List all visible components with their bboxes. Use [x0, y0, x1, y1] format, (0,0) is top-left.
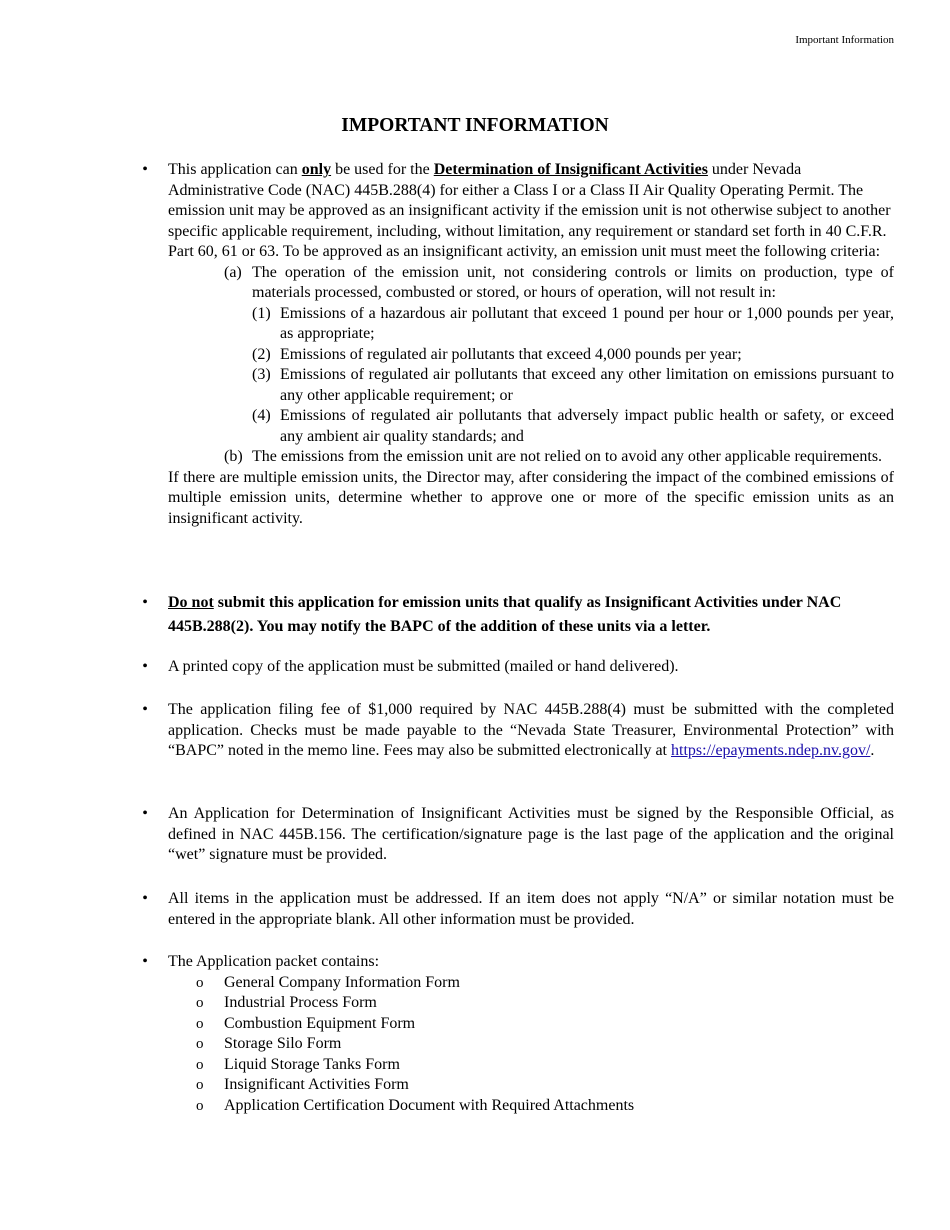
- list-item-text: Application Certification Document with Required Attachments: [224, 1096, 635, 1114]
- criterion-text: Emissions of regulated air pollutants that adversely impact public health or safety, or exceed any ambient air quality standards; and: [280, 407, 894, 445]
- bullet-icon: •: [142, 701, 148, 718]
- filing-fee-paragraph: [168, 700, 894, 762]
- bullet-packet-contents: [142, 952, 894, 1116]
- list-item: [168, 1055, 894, 1076]
- bullet-do-not-submit: [142, 591, 894, 639]
- bullet-all-items: [142, 889, 894, 930]
- criterion-marker: (a): [224, 263, 242, 281]
- criterion-text: Emissions of a hazardous air pollutant that exceed 1 pound per hour or 1,000 pounds per year, as appropriate;: [280, 304, 894, 342]
- sub-bullet-icon: o: [196, 1015, 204, 1032]
- epayments-link[interactable]: https://epayments.ndep.nv.gov/: [671, 742, 871, 759]
- packet-intro: The Application packet contains:: [168, 953, 380, 970]
- bullet-icon: •: [142, 953, 148, 970]
- sub-bullet-icon: o: [196, 1097, 204, 1114]
- list-item: [168, 1034, 894, 1055]
- criterion-4: [252, 406, 894, 447]
- criterion-1: [252, 304, 894, 345]
- running-header: Important Information: [795, 34, 894, 46]
- bullet-icon: •: [142, 161, 148, 178]
- bullet-icon: •: [142, 658, 148, 675]
- emphasis-doia: Determination of Insignificant Activities: [433, 161, 708, 178]
- eligibility-paragraph: [168, 160, 894, 263]
- emphasis-only: only: [301, 161, 332, 178]
- page-title: IMPORTANT INFORMATION: [341, 115, 609, 136]
- text-run: This application can: [168, 161, 302, 178]
- criterion-marker: (4): [252, 407, 271, 424]
- bullet-signature: [142, 804, 894, 866]
- criterion-marker: (1): [252, 304, 271, 322]
- list-item: [168, 993, 894, 1014]
- printed-copy-paragraph: A printed copy of the application must be submitted (mailed or hand delivered).: [168, 658, 679, 675]
- criterion-a: [224, 263, 894, 304]
- text-run: .: [870, 742, 875, 759]
- multiple-units-paragraph: If there are multiple emission units, the Director may, after considering the impact of the combined emissions of multiple emission units, determine whether to approve one or more of the specific emission units as an insignificant activity.: [168, 468, 894, 527]
- list-item-text: General Company Information Form: [224, 973, 460, 991]
- criterion-b: [224, 447, 894, 468]
- criterion-text: Emissions of regulated air pollutants that exceed 4,000 pounds per year;: [280, 345, 742, 363]
- sub-bullet-icon: o: [196, 995, 204, 1011]
- sub-bullet-icon: o: [196, 1056, 204, 1073]
- criterion-text: Emissions of regulated air pollutants that exceed any other limitation on emissions pursuant to any other applicable requirement; or: [280, 366, 894, 404]
- criterion-text: The emissions from the emission unit are not relied on to avoid any other applicable requirements.: [252, 448, 883, 465]
- list-item-text: Insignificant Activities Form: [224, 1076, 409, 1093]
- text-run: be used for the: [331, 161, 434, 178]
- signature-paragraph: An Application for Determination of Insignificant Activities must be signed by the Responsible Official, as defined in NAC 445B.156. The certification/signature page is the last page of the application and the original “wet” signature must be provided.: [168, 805, 894, 863]
- sub-bullet-icon: o: [196, 974, 204, 991]
- do-not-submit-paragraph: [168, 591, 894, 639]
- list-item-text: Storage Silo Form: [224, 1035, 342, 1052]
- criterion-2: [252, 345, 894, 366]
- text-run: submit this application for emission units that qualify as Insignificant Activities under NAC 445B.288(2). You may notify the BAPC of the addition of these units via a letter.: [168, 594, 842, 635]
- criterion-3: [252, 365, 894, 406]
- text-run: under Nevada Administrative Code (NAC) 445B.288(4) for either a Class I or a Class II Air Quality Operating Permit. The emission unit may be approved as an insignificant activity if the emission unit is not otherwise subject to another specific applicable requirement, including, without limitation, any requirement or standard set forth in 40 C.F.R. Part 60, 61 or 63. To be approved as an insignificant activity, an emission unit must meet the following criteria:: [168, 161, 891, 260]
- all-items-paragraph: All items in the application must be addressed. If an item does not apply “N/A” or similar notation must be entered in the appropriate blank. All other information must be provided.: [168, 890, 894, 928]
- sub-bullet-icon: o: [196, 1077, 204, 1093]
- sub-bullet-icon: o: [196, 1036, 204, 1052]
- bullet-icon: •: [142, 805, 148, 822]
- bullet-icon: •: [142, 890, 148, 907]
- bullet-printed-copy: [142, 657, 894, 678]
- list-item: [168, 1096, 894, 1117]
- bullet-eligibility: [142, 160, 894, 529]
- list-item-text: Industrial Process Form: [224, 994, 377, 1011]
- criterion-marker: (b): [224, 448, 243, 465]
- criterion-marker: (3): [252, 366, 271, 383]
- bullet-icon: •: [142, 594, 148, 611]
- criterion-marker: (2): [252, 345, 271, 363]
- list-item-text: Combustion Equipment Form: [224, 1014, 416, 1032]
- list-item-text: Liquid Storage Tanks Form: [224, 1055, 400, 1073]
- criterion-text: The operation of the emission unit, not considering controls or limits on production, type of materials processed, combusted or stored, or hours of operation, will not result in:: [252, 263, 894, 301]
- packet-list: [168, 973, 894, 1117]
- list-item: [168, 973, 894, 994]
- list-item: [168, 1014, 894, 1035]
- text-run: The application filing fee of $1,000 required by NAC 445B.288(4) must be submitted with the completed application. Checks must be made payable to the “Nevada State Treasurer, Environmental Protection” with “BAPC” noted in the memo line. Fees may also be submitted electronically at: [168, 701, 894, 759]
- list-item: [168, 1075, 894, 1096]
- bullet-filing-fee: [142, 700, 894, 762]
- emphasis-do-not: Do not: [168, 594, 214, 611]
